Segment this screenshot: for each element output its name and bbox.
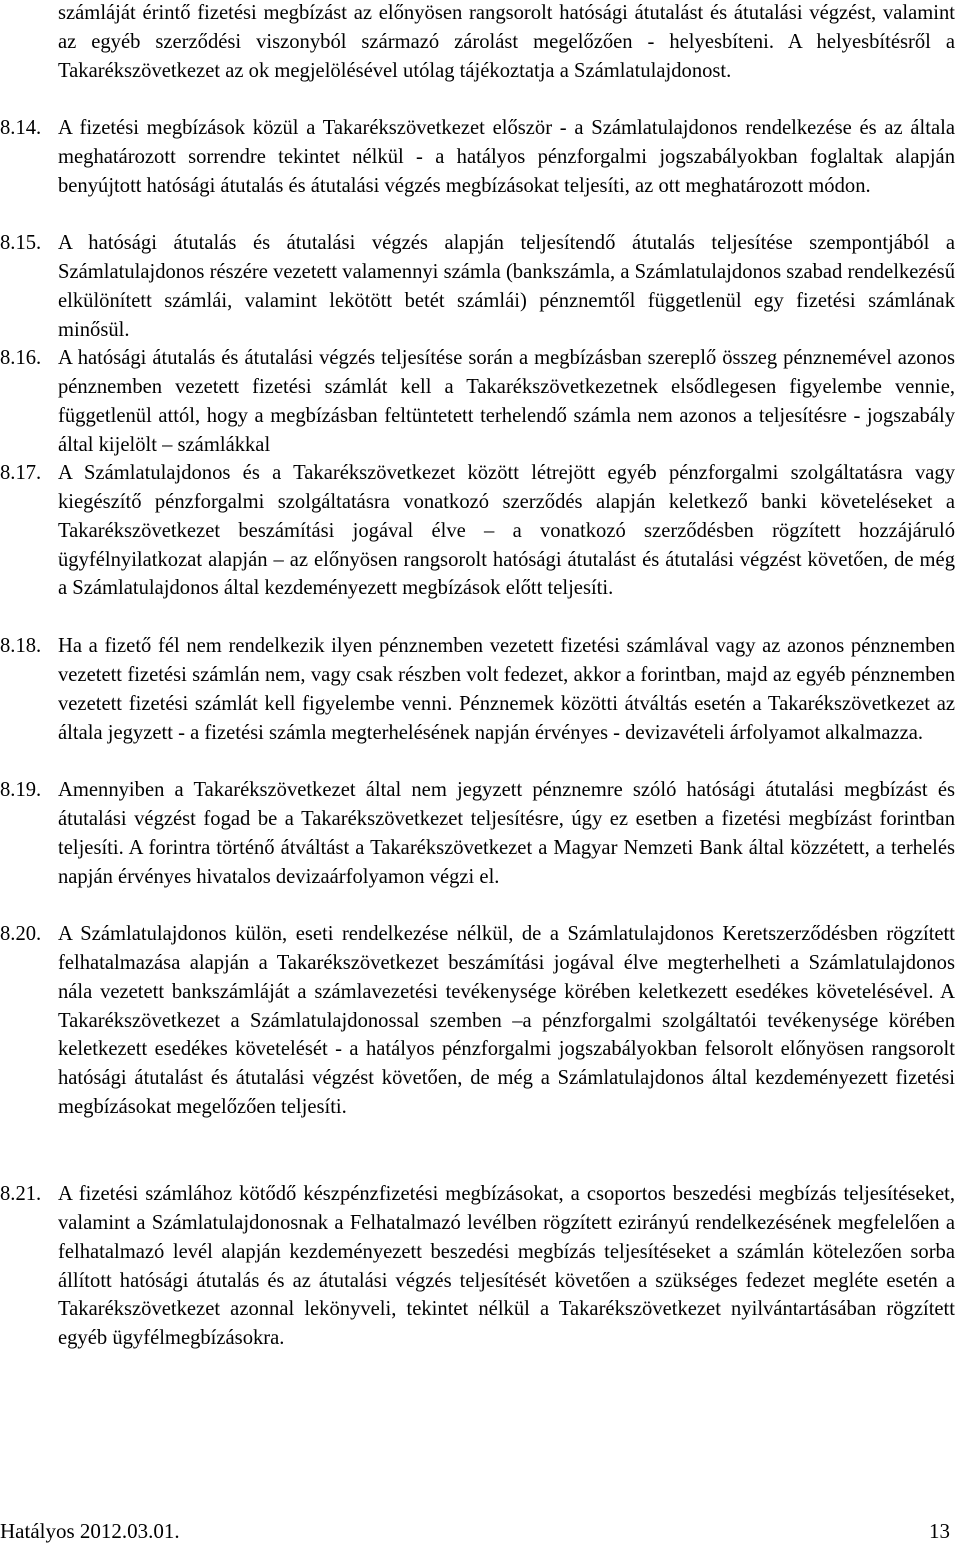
clause-text: A Számlatulajdonos külön, eseti rendelkezése nélkül, de a Számlatulajdonos Keretszerződésben rögzített felhatalmazása alapján a Takarékszövetkezet beszámítási jogával élve megterhelheti a Számlatulajdonos nála vezetett bankszámláját a számlavezetési tevékenysége körében keletkezett esedékes követelésével. A Takarékszövetkezet a Számlatulajdonossal szemben –a pénzforgalmi szolgáltatói tevékenysége körében keletkezett esedékes követelését - a hatályos pénzforgalmi jogszabályokban felsorolt előnyösen rangsorolt hatósági átutalást és átutalási végzést követően, de még a Számlatulajdonos által kezdeményezett fizetési megbízásokat megelőzően teljesíti. [58, 923, 955, 1119]
footer-effective-date: Hatályos 2012.03.01. [0, 1519, 180, 1543]
clause-text: A Számlatulajdonos és a Takarékszövetkezet között létrejött egyéb pénzforgalmi szolgáltatásra vagy kiegészítő pénzforgalmi szolgáltatásra vonatkozó szerződés alapján keletkező banki követeléseket a Takarékszövetkezet beszámítási jogával élve – a vonatkozó szerződésben rögzített hozzájáruló ügyfélnyilatkozat alapján – az előnyösen rangsorolt hatósági átutalást és átutalási végzést követően, de még a Számlatulajdonos által kezdeményezett megbízások előtt teljesíti. [58, 462, 955, 600]
clause-8-21 [0, 1180, 955, 1353]
footer-page-number: 13 [929, 1519, 950, 1543]
clause-8-19 [0, 776, 955, 891]
clause-number: 8.20. [0, 923, 42, 946]
intro-paragraph: számláját érintő fizetési megbízást az előnyösen rangsorolt hatósági átutalást és átutalási végzést, valamint az egyéb szerződési viszonyból származó zárolást megelőzően - helyesbíteni. A helyesbítésről a Takarékszövetkezet az ok megjelölésével utólag tájékoztatja a Számlatulajdonost. [58, 2, 955, 82]
clause-8-20 [0, 920, 955, 1122]
clause-text: A hatósági átutalás és átutalási végzés alapján teljesítendő átutalás teljesítése szempontjából a Számlatulajdonos részére vezetett valamennyi számla (bankszámla, a Számlatulajdonos szabad rendelkezésű elkülönített számlái, valamint lekötött betét számlái) pénznemtől függetlenül egy fizetési számlának minősül. [58, 232, 955, 341]
clause-8-17 [0, 459, 955, 603]
clause-text: Amennyiben a Takarékszövetkezet által nem jegyzett pénznemre szóló hatósági átutalási megbízást és átutalási végzést fogad be a Takarékszövetkezet teljesítésre, úgy ez esetben a fizetési megbízást forintban teljesíti. A forintra történő átváltást a Takarékszövetkezet a Magyar Nemzeti Bank által közzétett, a terhelés napján érvényes hivatalos devizaárfolyamon végzi el. [58, 779, 955, 888]
clause-8-15 [0, 229, 955, 344]
clause-text: A fizetési számlához kötődő készpénzfizetési megbízásokat, a csoportos beszedési megbízás teljesítéseket, valamint a Számlatulajdonosnak a Felhatalmazó levélben rögzített ezirányú rendelkezésének megfelelően a felhatalmazó levél alapján kezdeményezett beszedési megbízás teljesítéseket a számlán kötelezően sorba állított hatósági átutalás és az átutalási végzés teljesítését követően a szükséges fedezet megléte esetén a Takarékszövetkezet azonnal lekönyveli, tekintet nélkül a Takarékszövetkezet nyilvántartásában rögzített egyéb ügyfélmegbízásokra. [58, 1183, 955, 1350]
clause-number: 8.14. [0, 117, 42, 140]
clause-text: A fizetési megbízások közül a Takarékszövetkezet először - a Számlatulajdonos rendelkezése és az általa meghatározott sorrendre tekintet nélkül - a hatályos pénzforgalmi jogszabályokban foglaltak alapján benyújtott hatósági átutalás és átutalási végzés megbízásokat teljesíti, az ott meghatározott módon. [58, 117, 955, 197]
clause-8-14 [0, 114, 955, 200]
clause-number: 8.18. [0, 635, 42, 658]
clause-number: 8.15. [0, 232, 42, 255]
clause-text: A hatósági átutalás és átutalási végzés teljesítése során a megbízásban szereplő összeg pénznemével azonos pénznemben vezetett fizetési számlát kell a Takarékszövetkezetnek elsődlegesen figyelembe vennie, függetlenül attól, hogy a megbízásban feltüntetett terhelendő számla nem azonos a teljesítésre - jogszabály által kijelölt – számlákkal [58, 347, 955, 456]
clause-number: 8.17. [0, 462, 42, 485]
clause-number: 8.21. [0, 1183, 42, 1206]
clause-number: 8.19. [0, 779, 42, 802]
clause-8-16 [0, 344, 955, 459]
clause-8-18 [0, 632, 955, 747]
clause-text: Ha a fizető fél nem rendelkezik ilyen pénznemben vezetett fizetési számlával vagy az azonos pénznemben vezetett fizetési számlán nem, vagy csak részben volt fedezet, akkor a forintban, majd az egyéb pénznemben vezetett fizetési számlát kell figyelembe venni. Pénznemek közötti átváltás esetén a Takarékszövetkezet az általa jegyzett - a fizetési számla megterhelésének napján érvényes - devizavételi árfolyamot alkalmazza. [58, 635, 955, 744]
clause-number: 8.16. [0, 347, 42, 370]
